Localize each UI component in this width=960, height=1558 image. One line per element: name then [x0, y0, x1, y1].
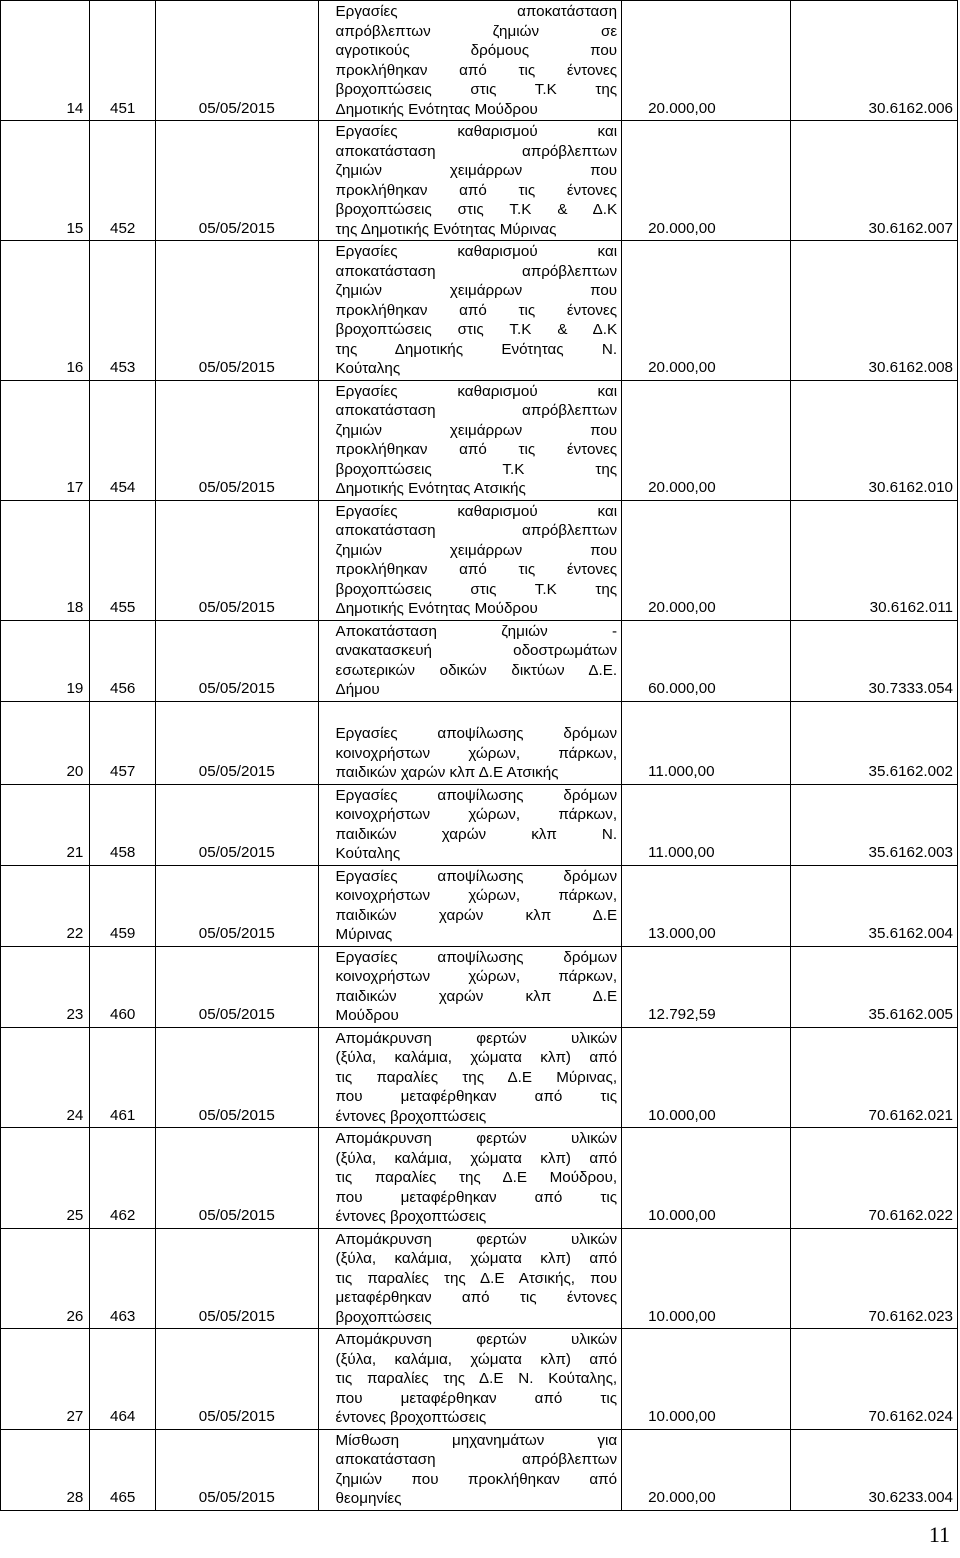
description-line: Μύρινας [335, 926, 393, 943]
row-date: 05/05/2015 [156, 1128, 319, 1229]
row-amount: 13.000,00 [622, 865, 791, 946]
row-date: 05/05/2015 [156, 500, 319, 620]
description-line: κοινοχρήστων χώρων, πάρκων, [335, 806, 618, 823]
description-line: αποκατάσταση απρόβλεπτων [335, 1451, 618, 1468]
row-amount: 11.000,00 [622, 784, 791, 865]
description-line: βροχοπτώσεις στις Τ.Κ της [335, 81, 618, 98]
description-line: τις παραλίες της Δ.Ε Ατσικής, που [335, 1269, 618, 1287]
protocol-number: 453 [90, 241, 156, 381]
row-number: 22 [1, 865, 90, 946]
description-line: Εργασίες αποψίλωσης δρόμων [335, 867, 618, 885]
table-row [1, 1, 958, 121]
description-line: Δημοτικής Ενότητας Μούδρου [335, 100, 538, 118]
description-line: έντονες βροχοπτώσεις [335, 1107, 487, 1125]
description-line: έντονες βροχοπτώσεις [335, 1409, 487, 1426]
description-line: κοινοχρήστων χώρων, πάρκων, [335, 968, 618, 985]
row-date: 05/05/2015 [156, 1228, 319, 1329]
protocol-number: 463 [90, 1228, 156, 1329]
row-amount: 11.000,00 [622, 701, 791, 784]
row-number: 14 [1, 1, 90, 121]
table-row [1, 865, 958, 946]
row-description [318, 380, 622, 500]
description-line: ζημιών χειμάρρων που [335, 541, 618, 559]
row-amount: 60.000,00 [622, 620, 791, 701]
description-line: Απομάκρυνση φερτών υλικών [335, 1230, 618, 1248]
description-line: τις παραλίες της Δ.Ε Μύρινας, [335, 1068, 618, 1086]
budget-code: 30.6162.010 [791, 380, 958, 500]
description-line: της Δημοτικής Ενότητας Ν. [335, 340, 618, 358]
description-line: έντονες βροχοπτώσεις [335, 1208, 487, 1225]
row-date: 05/05/2015 [156, 380, 319, 500]
description-line: που μεταφέρθηκαν από τις [335, 1088, 618, 1105]
row-amount: 20.000,00 [622, 1, 791, 121]
table-row [1, 1228, 958, 1329]
row-description [318, 1, 622, 121]
row-description [318, 1228, 622, 1329]
table-row [1, 701, 958, 784]
description-line: κοινοχρήστων χώρων, πάρκων, [335, 887, 618, 904]
row-date: 05/05/2015 [156, 1027, 319, 1128]
table-row [1, 1429, 958, 1510]
row-amount: 10.000,00 [622, 1228, 791, 1329]
description-line: παιδικών χαρών κλπ Δ.Ε [335, 987, 618, 1005]
description-line: ζημιών που προκλήθηκαν από [335, 1470, 618, 1488]
table-row [1, 784, 958, 865]
description-line: Μίσθωση μηχανημάτων για [335, 1431, 618, 1449]
description-line: παιδικών χαρών κλπ Δ.Ε [335, 906, 618, 924]
description-line: Εργασίες καθαρισμού και [335, 243, 618, 260]
row-number: 24 [1, 1027, 90, 1128]
description-line: αγροτικούς δρόμους που [335, 42, 618, 59]
description-line: Κούταλης [335, 845, 401, 862]
description-line: ζημιών χειμάρρων που [335, 282, 618, 299]
description-line: Απομάκρυνση φερτών υλικών [335, 1130, 618, 1147]
budget-code: 30.7333.054 [791, 620, 958, 701]
row-number: 17 [1, 380, 90, 500]
budget-code: 30.6162.011 [791, 500, 958, 620]
description-line: (ξύλα, καλάμια, χώματα κλπ) από [335, 1149, 618, 1167]
description-line: παιδικών χαρών κλπ Ν. [335, 825, 618, 843]
table-row [1, 500, 958, 620]
protocol-number: 464 [90, 1329, 156, 1430]
description-line: Εργασίες αποψίλωσης δρόμων [335, 725, 618, 742]
row-amount: 20.000,00 [622, 121, 791, 241]
description-line: Κούταλης [335, 360, 401, 377]
description-line: Εργασίες αποψίλωσης δρόμων [335, 948, 618, 966]
budget-code: 35.6162.005 [791, 946, 958, 1027]
description-line: Εργασίες καθαρισμού και [335, 123, 618, 140]
description-line: Εργασίες αποψίλωσης δρόμων [335, 786, 618, 804]
row-date: 05/05/2015 [156, 241, 319, 381]
table-row [1, 946, 958, 1027]
row-description [318, 1429, 622, 1510]
protocol-number: 454 [90, 380, 156, 500]
row-description [318, 121, 622, 241]
row-number: 16 [1, 241, 90, 381]
row-number: 26 [1, 1228, 90, 1329]
description-line: θεομηνίες [335, 1490, 402, 1507]
table-row [1, 620, 958, 701]
row-date: 05/05/2015 [156, 865, 319, 946]
protocol-number: 455 [90, 500, 156, 620]
description-line: ζημιών χειμάρρων που [335, 421, 618, 439]
row-description [318, 241, 622, 381]
row-amount: 20.000,00 [622, 500, 791, 620]
budget-code: 35.6162.003 [791, 784, 958, 865]
row-amount: 10.000,00 [622, 1027, 791, 1128]
table-row [1, 241, 958, 381]
table-row [1, 380, 958, 500]
row-amount: 10.000,00 [622, 1128, 791, 1229]
budget-code: 30.6233.004 [791, 1429, 958, 1510]
description-line: απρόβλεπτων ζημιών σε [335, 22, 618, 40]
row-number: 27 [1, 1329, 90, 1430]
description-line: Αποκατάσταση ζημιών - [335, 622, 618, 640]
protocol-number: 465 [90, 1429, 156, 1510]
budget-code: 70.6162.021 [791, 1027, 958, 1128]
description-line: Απομάκρυνση φερτών υλικών [335, 1331, 618, 1348]
table-row [1, 1128, 958, 1229]
table-row [1, 121, 958, 241]
protocol-number: 458 [90, 784, 156, 865]
table-row [1, 1027, 958, 1128]
budget-code: 30.6162.007 [791, 121, 958, 241]
description-line: (ξύλα, καλάμια, χώματα κλπ) από [335, 1350, 618, 1368]
row-number: 28 [1, 1429, 90, 1510]
row-date: 05/05/2015 [156, 1429, 319, 1510]
row-amount: 20.000,00 [622, 1429, 791, 1510]
row-date: 05/05/2015 [156, 620, 319, 701]
row-description [318, 1329, 622, 1430]
description-line: αποκατάσταση απρόβλεπτων [335, 142, 618, 160]
description-line: αποκατάσταση απρόβλεπτων [335, 402, 618, 419]
description-line: Απομάκρυνση φερτών υλικών [335, 1029, 618, 1047]
description-line: Δήμου [335, 681, 380, 698]
row-description [318, 865, 622, 946]
row-number: 23 [1, 946, 90, 1027]
row-date: 05/05/2015 [156, 784, 319, 865]
description-line: που μεταφέρθηκαν από τις [335, 1389, 618, 1407]
row-number: 25 [1, 1128, 90, 1229]
description-line: ανακατασκευή οδοστρωμάτων [335, 642, 618, 659]
description-line: εσωτερικών οδικών δικτύων Δ.Ε. [335, 661, 618, 679]
description-line: βροχοπτώσεις στις Τ.Κ & Δ.Κ [335, 201, 618, 218]
description-line: (ξύλα, καλάμια, χώματα κλπ) από [335, 1250, 618, 1267]
protocol-number: 457 [90, 701, 156, 784]
description-line: προκλήθηκαν από τις έντονες [335, 441, 618, 458]
description-line: βροχοπτώσεις [335, 1308, 432, 1326]
description-line: προκλήθηκαν από τις έντονες [335, 61, 618, 79]
row-amount: 20.000,00 [622, 380, 791, 500]
description-line: Εργασίες καθαρισμού και [335, 382, 618, 400]
description-line: που μεταφέρθηκαν από τις [335, 1188, 618, 1206]
row-description [318, 946, 622, 1027]
description-line: προκλήθηκαν από τις έντονες [335, 561, 618, 578]
description-line: τις παραλίες της Δ.Ε Μούδρου, [335, 1169, 618, 1186]
description-line: της Δημοτικής Ενότητας Μύρινας [335, 220, 557, 238]
description-line: τις παραλίες της Δ.Ε Ν. Κούταλης, [335, 1370, 618, 1387]
row-number: 19 [1, 620, 90, 701]
row-number: 15 [1, 121, 90, 241]
row-date: 05/05/2015 [156, 121, 319, 241]
row-date: 05/05/2015 [156, 1, 319, 121]
description-line: Δημοτικής Ενότητας Ατσικής [335, 480, 526, 497]
row-description [318, 500, 622, 620]
protocol-number: 460 [90, 946, 156, 1027]
description-line: προκλήθηκαν από τις έντονες [335, 301, 618, 319]
row-number: 18 [1, 500, 90, 620]
description-line: Εργασίες καθαρισμού και [335, 502, 618, 520]
row-amount: 10.000,00 [622, 1329, 791, 1430]
protocol-number: 461 [90, 1027, 156, 1128]
row-date: 05/05/2015 [156, 1329, 319, 1430]
description-line: βροχοπτώσεις στις Τ.Κ της [335, 580, 618, 598]
protocol-number: 456 [90, 620, 156, 701]
description-line: κοινοχρήστων χώρων, πάρκων, [335, 744, 618, 762]
description-line: ζημιών χειμάρρων που [335, 162, 618, 179]
row-description [318, 620, 622, 701]
protocol-number: 452 [90, 121, 156, 241]
row-date: 05/05/2015 [156, 946, 319, 1027]
description-line: Μούδρου [335, 1007, 399, 1024]
row-description [318, 1128, 622, 1229]
budget-code: 70.6162.023 [791, 1228, 958, 1329]
budget-code: 30.6162.006 [791, 1, 958, 121]
description-line: παιδικών χαρών κλπ Δ.Ε Ατσικής [335, 764, 559, 781]
row-amount: 12.792,59 [622, 946, 791, 1027]
budget-code: 35.6162.004 [791, 865, 958, 946]
page-number: 11 [928, 1522, 950, 1547]
budget-code: 70.6162.024 [791, 1329, 958, 1430]
row-description [318, 1027, 622, 1128]
description-line: (ξύλα, καλάμια, χώματα κλπ) από [335, 1049, 618, 1066]
budget-code: 30.6162.008 [791, 241, 958, 381]
decisions-table-body [1, 1, 958, 1511]
description-line: Εργασίες αποκατάσταση [335, 3, 618, 20]
description-line: Δημοτικής Ενότητας Μούδρου [335, 600, 538, 617]
row-description [318, 701, 622, 784]
budget-code: 70.6162.022 [791, 1128, 958, 1229]
description-line: αποκατάσταση απρόβλεπτων [335, 262, 618, 280]
protocol-number: 451 [90, 1, 156, 121]
table-row [1, 1329, 958, 1430]
row-amount: 20.000,00 [622, 241, 791, 381]
protocol-number: 462 [90, 1128, 156, 1229]
protocol-number: 459 [90, 865, 156, 946]
description-line: βροχοπτώσεις Τ.Κ της [335, 460, 618, 478]
description-line: μεταφέρθηκαν από τις έντονες [335, 1289, 618, 1306]
description-line: αποκατάσταση απρόβλεπτων [335, 522, 618, 539]
budget-code: 35.6162.002 [791, 701, 958, 784]
row-description [318, 784, 622, 865]
row-number: 20 [1, 701, 90, 784]
description-line: βροχοπτώσεις στις Τ.Κ & Δ.Κ [335, 321, 618, 338]
row-date: 05/05/2015 [156, 701, 319, 784]
description-line: προκλήθηκαν από τις έντονες [335, 181, 618, 199]
row-number: 21 [1, 784, 90, 865]
